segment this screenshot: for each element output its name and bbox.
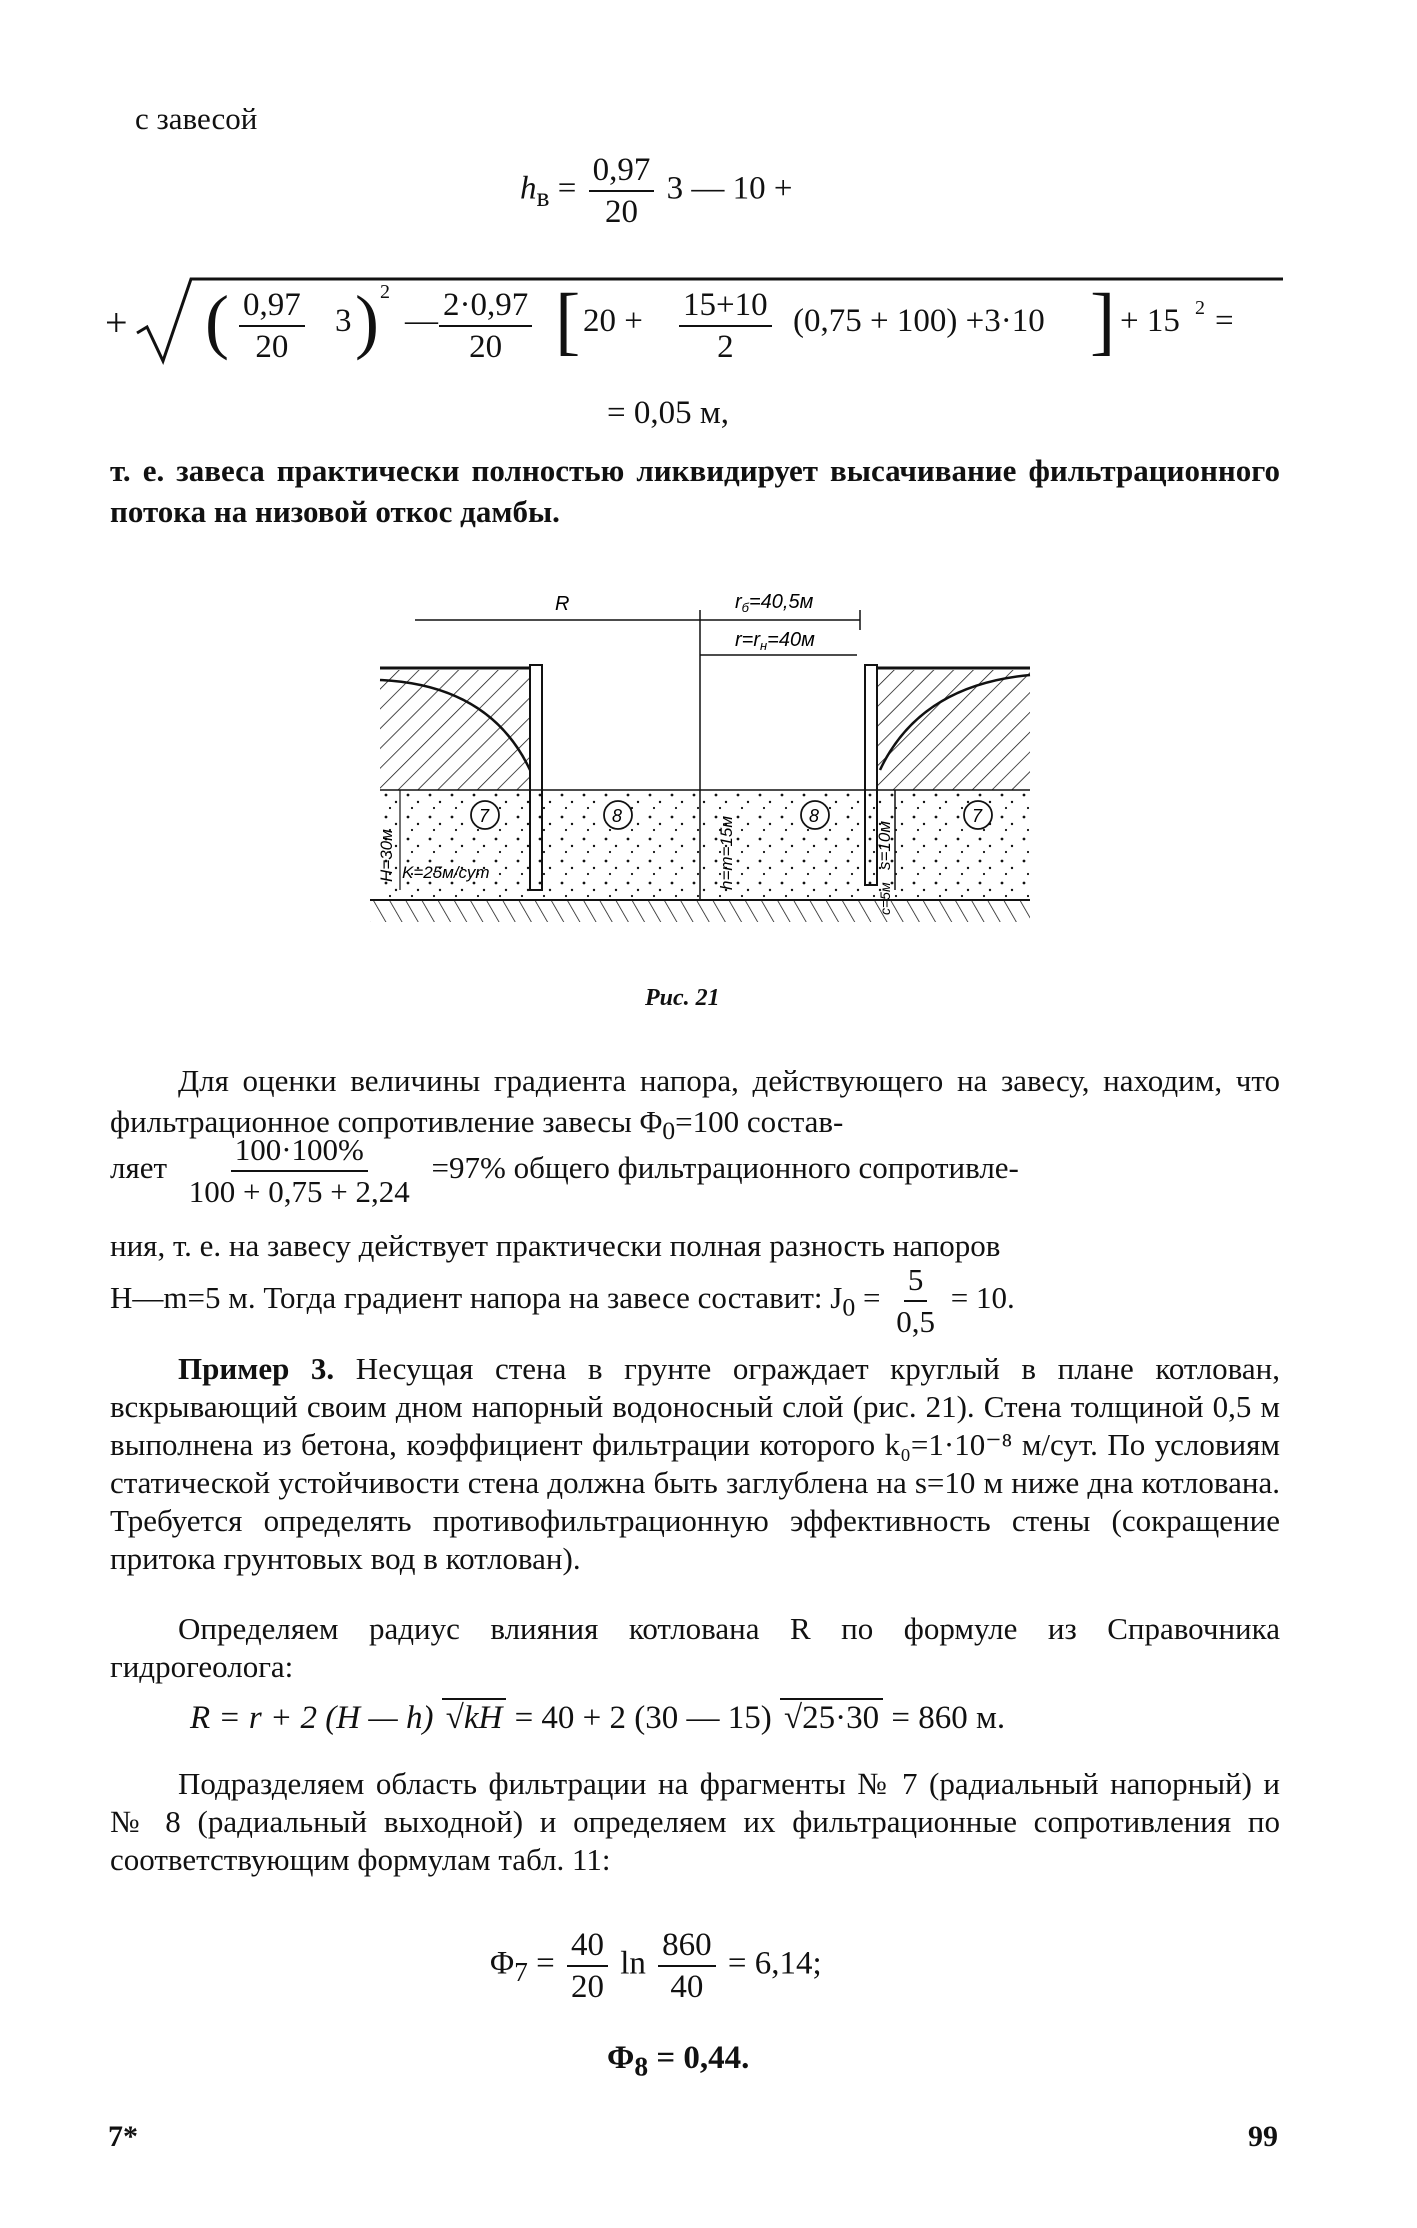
label-s: s=10м	[875, 821, 894, 870]
formula-sqrt-plus: +	[105, 300, 128, 345]
paragraph-conclusion: т. е. завеса практически полностью ликвидирует высачивание фильтрационного потока на низовой откос дамбы.	[110, 453, 1280, 529]
sqrt-25-30: √25·30	[780, 1698, 883, 1736]
formula-R: R = r + 2 (H — h) √kH = 40 + 2 (30 — 15) √25·30 = 860 м.	[190, 1700, 1006, 1736]
intro-text: с завесой	[135, 101, 258, 136]
zone-7-label-right: 7	[972, 806, 983, 826]
formula-hb-lhs-sub: в	[536, 181, 550, 213]
paragraph-fragments: Подразделяем область фильтрации на фрагменты № 7 (радиальный напорный) и № 8 (радиальный выходной) и определяем их фильтрационные сопротивления по соответствующим формулам табл. 11:	[110, 1766, 1280, 1877]
formula-phi8: $\Phi_8 = 0,44$.	[607, 2040, 750, 2082]
label-H: H=30м	[377, 829, 396, 882]
formula-result: = 0,05 м,	[607, 395, 729, 431]
label-r: $r=r_н=40м$	[735, 629, 815, 653]
label-R: R	[555, 593, 570, 615]
zone-8-label-left: 8	[612, 806, 623, 826]
paragraph-gradient-2: ния, т. е. на завесу действует практически полная разность напоров	[110, 1228, 1001, 1263]
formula-hb	[520, 150, 793, 232]
gradient-fraction: $\frac{5}{0,5}$	[896, 1262, 936, 1339]
formula-phi7: $\Phi_7$ = $\frac{40}{20}$ ln $\frac{860}{40}$ = 6,14;	[490, 1927, 822, 2005]
example-body: Несущая стена в грунте ограждает круглый в плане котлован, вскрывающий своим дном напорный водоносный слой (рис. 21). Стена толщиной 0,5 м выполнена из бетона, коэффициент фильтрации которого k₀=1·10⁻⁸ м/сут. По условиям статической устойчивости стена должна быть заглублена на s=10 м ниже дна котлована. Требуется определять противофильтрационную эффективность стены (сокращение притока грунтовых вод в котлован).	[110, 1351, 1280, 1576]
label-rb: $r_б=40,5м$	[735, 591, 814, 615]
formula-sqrt: + ( $\frac{0,97}{20}$ 3 ) 2 — $\frac{2\cdot 0,97}{20}$ [ 20 + $\frac{15+10}{2}$ (0,75 + 100) +3·10 ] + 15 2 =	[105, 275, 1285, 365]
paragraph-gradient-frac-line: ляет $\frac{100\cdot 100\%}{100 + 0,75 + 2,24}$ =97% общего фильтрационного сопротивле-	[110, 1130, 1280, 1212]
figure-drawing	[360, 570, 1040, 930]
page-number: 99	[1248, 2120, 1278, 2153]
paragraph-radius: Определяем радиус влияния котлована R по формуле из Справочника гидрогеолога:	[110, 1611, 1280, 1684]
zone-7-label: 7	[479, 806, 490, 826]
paragraph-gradient-1: Для оценки величины градиента напора, действующего на завесу, находим, что фильтрационное сопротивление завесы $\Phi_0=100$ состав-	[110, 1063, 1280, 1146]
sqrt-kH: √kH	[442, 1698, 507, 1736]
paragraph-gradient-3: H—m=5 м. Тогда градиент напора на завесе составит: $J_0$ = $\frac{5}{0,5}$ = 10.	[110, 1260, 1015, 1342]
figure-caption: Рис. 21	[645, 985, 720, 1011]
figure-21	[360, 570, 1040, 930]
label-h-m: h=m=15м	[717, 815, 736, 890]
zone-8-label-right: 8	[809, 806, 820, 826]
footer-signature: 7*	[108, 2120, 138, 2153]
formula-hb-frac: $\frac{0,97}{20}$	[589, 150, 655, 232]
example-heading: Пример 3.	[178, 1351, 335, 1386]
formula-hb-eq: =	[557, 170, 577, 207]
formula-hb-lhs: h	[520, 170, 537, 207]
label-c: c=5м	[877, 882, 893, 915]
label-K: K=25м/сут	[402, 863, 490, 882]
efficiency-fraction: $\frac{100\cdot 100\%}{100 + 0,75 + 2,24}$	[188, 1132, 410, 1209]
paragraph-example-3	[110, 1350, 1280, 1578]
formula-hb-rest: 3 — 10 +	[666, 170, 793, 207]
